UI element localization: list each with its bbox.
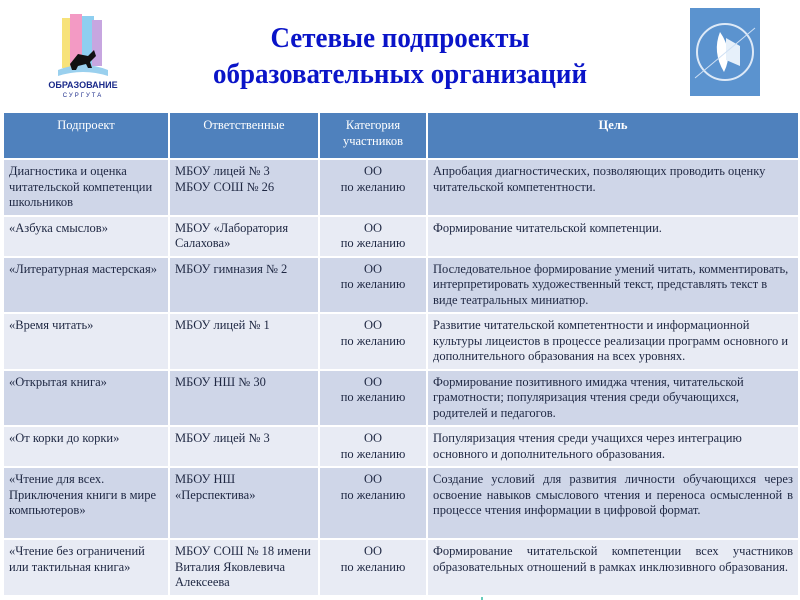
cell-goal: Апробация диагностических, позволяющих проводить оценку читательской компетентности.: [427, 159, 799, 216]
cell-category: [319, 159, 427, 216]
category-type: ОО: [363, 544, 383, 558]
category-type: ОО: [363, 318, 383, 332]
cell-subproject: «Время читать»: [3, 313, 169, 370]
cell-responsible: МБОУ лицей № 3 МБОУ СОШ № 26: [169, 159, 319, 216]
category-type: ОО: [363, 261, 383, 276]
cell-responsible: МБОУ НШ № 30: [169, 370, 319, 427]
cell-responsible: МБОУ НШ «Перспектива»: [169, 467, 319, 539]
category-type: ОО: [363, 431, 383, 445]
cell-goal: Развитие читательской компетентности и информационной культуры лицеистов в процессе реализации программ основного и дополнительного образования на всех уровнях.: [427, 313, 799, 370]
category-mode: по желанию: [340, 179, 406, 194]
table-row: [3, 370, 799, 427]
cell-subproject: «Литературная мастерская»: [3, 257, 169, 314]
svg-text:СУРГУТА: СУРГУТА: [62, 93, 104, 99]
cell-responsible: МБОУ «Лаборатория Салахова»: [169, 216, 319, 257]
header-goal: Цель: [427, 112, 799, 159]
table-header-row: [3, 112, 799, 159]
cell-goal: Создание условий для развития личности обучающихся через освоение навыков смыслового чтения и переноса осмысленной в процессе чтения информации в цифровой формат.: [427, 467, 799, 539]
title-line-2: образовательных организаций: [213, 58, 587, 90]
cell-subproject: «Азбука смыслов»: [3, 216, 169, 257]
cell-category: [319, 426, 427, 467]
table-row: [3, 216, 799, 257]
header-subproject: Подпроект: [3, 112, 169, 159]
cell-goal: Последовательное формирование умений читать, комментировать, интерпретировать художественный текст, представлять текст в виде театральных миниатюр.: [427, 257, 799, 314]
cell-category: [319, 467, 427, 539]
category-mode: по желанию: [340, 277, 406, 291]
title-line-1: Сетевые подпроекты: [270, 22, 530, 54]
page-title: [140, 20, 661, 92]
cell-category: [319, 539, 427, 596]
table-row: [3, 426, 799, 467]
table-row: [3, 539, 799, 596]
cell-goal: Формирование читательской компетенции.: [427, 216, 799, 257]
category-mode: по желанию: [340, 333, 406, 348]
cell-goal: Формирование позитивного имиджа чтения, читательской грамотности; популяризация чтения среди обучающихся, родителей и педагогов.: [427, 370, 799, 427]
cell-subproject: «Открытая книга»: [3, 370, 169, 427]
category-type: ОО: [363, 220, 383, 235]
cell-category: [319, 257, 427, 314]
category-mode: по желанию: [340, 487, 406, 502]
table-row: [3, 257, 799, 314]
category-type: ОО: [363, 374, 383, 389]
header-responsible: Ответственные: [169, 112, 319, 159]
svg-text:ОБРАЗОВАНИЕ: ОБРАЗОВАНИЕ: [48, 80, 118, 90]
obrazovanie-surguta-logo: [48, 12, 118, 100]
category-type: ОО: [363, 472, 383, 486]
cell-goal: Формирование читательской компетенции всех участников образовательных отношений в рамках инклюзивного образования.: [427, 539, 799, 596]
category-mode: по желанию: [340, 446, 406, 461]
category-mode: по желанию: [340, 236, 406, 250]
cell-subproject: «От корки до корки»: [3, 426, 169, 467]
table-row: [3, 313, 799, 370]
cell-subproject: «Чтение для всех. Приключения книги в мире компьютеров»: [3, 467, 169, 539]
table-row: [3, 467, 799, 539]
category-mode: по желанию: [340, 390, 406, 404]
cell-category: [319, 370, 427, 427]
cell-responsible: МБОУ лицей № 1: [169, 313, 319, 370]
methodical-center-logo: [690, 8, 760, 96]
category-mode: по желанию: [340, 559, 406, 574]
header-category: Категория участников: [319, 112, 427, 159]
cell-responsible: МБОУ лицей № 3: [169, 426, 319, 467]
table-row: [3, 159, 799, 216]
cell-category: [319, 216, 427, 257]
cell-responsible: МБОУ СОШ № 18 имени Виталия Яковлевича Алексеева: [169, 539, 319, 596]
cell-category: [319, 313, 427, 370]
category-type: ОО: [363, 164, 383, 178]
subprojects-table: [2, 111, 800, 597]
cell-goal: Популяризация чтения среди учащихся через интеграцию основного и дополнительного образования.: [427, 426, 799, 467]
cell-subproject: «Чтение без ограничений или тактильная книга»: [3, 539, 169, 596]
cell-subproject: Диагностика и оценка читательской компетенции школьников: [3, 159, 169, 216]
cell-responsible: МБОУ гимназия № 2: [169, 257, 319, 314]
